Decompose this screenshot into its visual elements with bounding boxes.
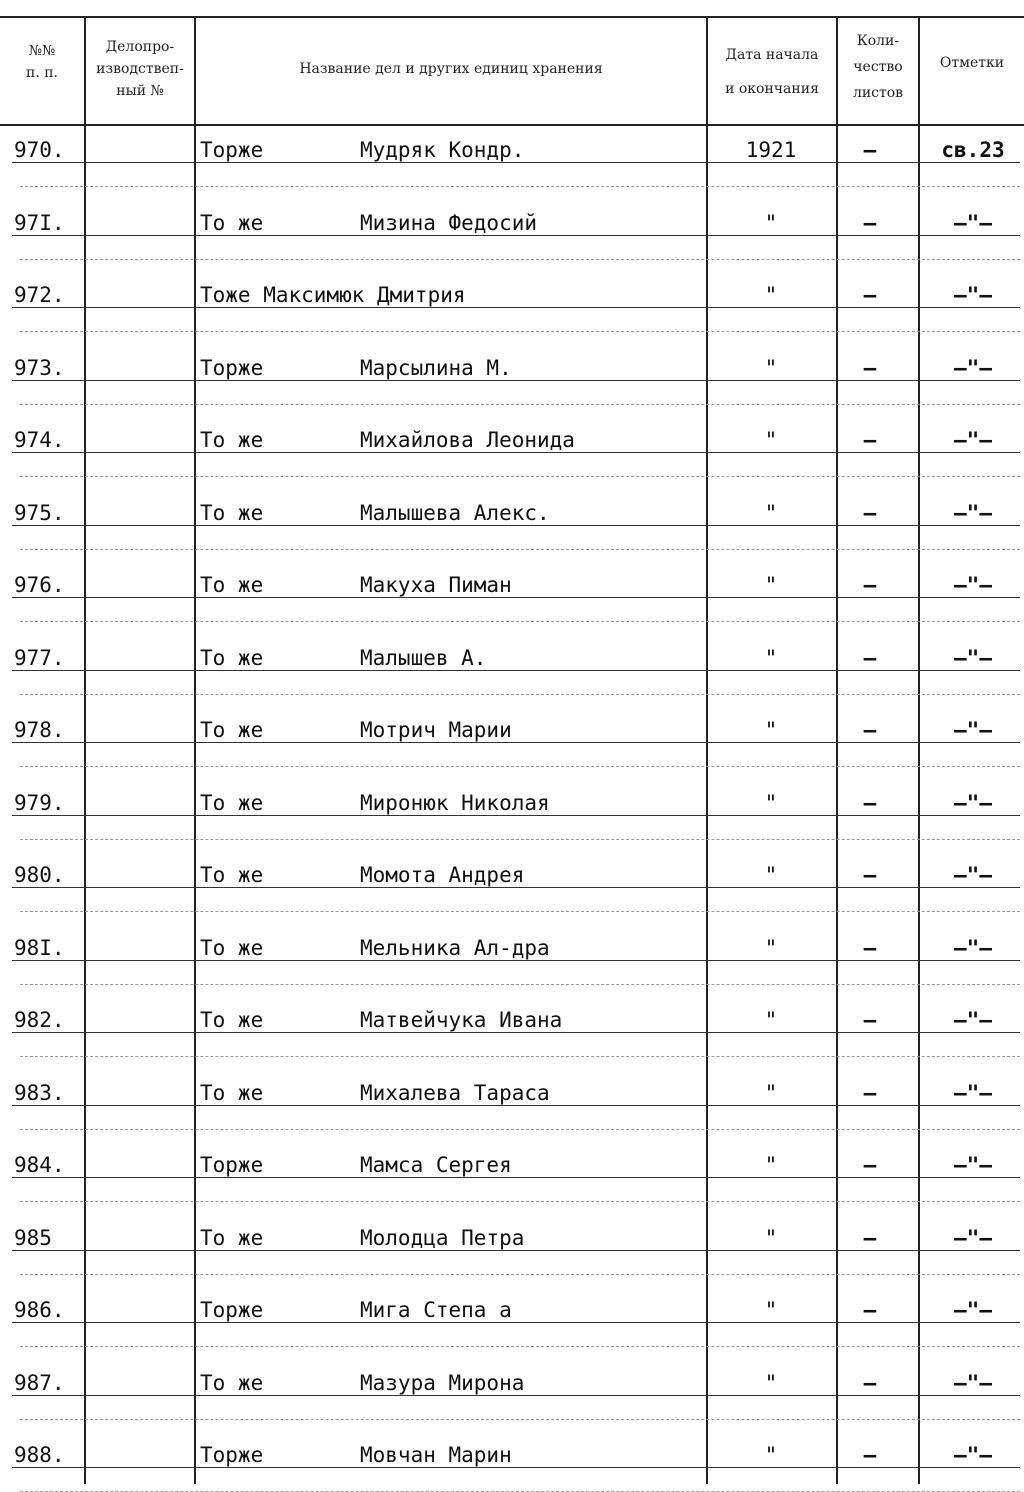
row-date: " [764, 356, 778, 380]
row-prefix: То же [200, 501, 264, 525]
row-date: " [764, 646, 778, 670]
row-underline [12, 597, 1020, 598]
row-number: 98I. [14, 936, 65, 960]
row-date: " [764, 1153, 778, 1177]
row-note: –"– [954, 1008, 992, 1032]
row-number: 977. [14, 646, 65, 670]
row-count: – [863, 936, 877, 960]
row-number: 983. [14, 1081, 65, 1105]
row-name: Мельника Ал-дра [360, 936, 550, 960]
row-count: – [863, 573, 877, 597]
row-note: –"– [954, 573, 992, 597]
row-separator [20, 259, 1020, 260]
row-date: " [764, 1008, 778, 1032]
row-note: –"– [954, 1298, 992, 1322]
row-number: 985 [14, 1226, 52, 1250]
row-prefix: Торже [200, 356, 264, 380]
row-underline [12, 1395, 1020, 1396]
row-date: " [764, 936, 778, 960]
row-name: Мотрич Марии [360, 718, 512, 742]
row-date: " [764, 501, 778, 525]
row-note: –"– [954, 1226, 992, 1250]
row-separator [20, 476, 1020, 477]
row-note: –"– [954, 791, 992, 815]
row-separator [20, 911, 1020, 912]
row-date: " [764, 718, 778, 742]
row-note: –"– [954, 428, 992, 452]
row-prefix: То же [200, 863, 264, 887]
row-number: 974. [14, 428, 65, 452]
row-underline [12, 307, 1020, 308]
row-separator [20, 331, 1020, 332]
row-underline [12, 1467, 1020, 1468]
row-note: –"– [954, 1081, 992, 1105]
row-underline [12, 1322, 1020, 1323]
row-separator [20, 186, 1020, 187]
row-note: –"– [954, 356, 992, 380]
row-underline [12, 525, 1020, 526]
row-name: Мазура Мирона [360, 1371, 525, 1395]
row-note: –"– [954, 283, 992, 307]
header-title: Название дел и других единиц хранения [299, 61, 603, 77]
row-date: " [764, 428, 778, 452]
row-note: –"– [954, 718, 992, 742]
row-prefix: То же [200, 1008, 264, 1032]
row-prefix: Торже [200, 1298, 264, 1322]
column-divider [706, 18, 708, 1484]
row-separator [20, 1201, 1020, 1202]
row-separator [20, 404, 1020, 405]
header-bottom-border [0, 124, 1024, 126]
column-divider [84, 18, 86, 1484]
row-count: – [863, 356, 877, 380]
column-divider [918, 18, 920, 1484]
row-name: Молодца Петра [360, 1226, 525, 1250]
row-count: – [863, 1008, 877, 1032]
row-number: 986. [14, 1298, 65, 1322]
row-separator [20, 766, 1020, 767]
row-prefix: Торже [200, 1443, 264, 1467]
row-number: 975. [14, 501, 65, 525]
row-name: Матвейчука Ивана [360, 1008, 563, 1032]
row-separator [20, 839, 1020, 840]
row-underline [12, 887, 1020, 888]
row-underline [12, 670, 1020, 671]
row-name: Михайлова Леонида [360, 428, 575, 452]
row-count: – [863, 718, 877, 742]
row-underline [12, 742, 1020, 743]
row-prefix: То же [200, 718, 264, 742]
row-note: –"– [954, 211, 992, 235]
row-count: – [863, 211, 877, 235]
row-number: 979. [14, 791, 65, 815]
row-prefix: То же [200, 791, 264, 815]
header-office-number: Делопро- изводствеп- ный № [96, 39, 184, 99]
row-count: – [863, 283, 877, 307]
row-date: " [764, 573, 778, 597]
row-count: – [863, 1298, 877, 1322]
row-name: Малышев А. [360, 646, 487, 670]
row-underline [12, 960, 1020, 961]
row-number: 973. [14, 356, 65, 380]
row-number: 980. [14, 863, 65, 887]
row-prefix: То же [200, 211, 264, 235]
row-count: – [863, 646, 877, 670]
row-note: –"– [954, 863, 992, 887]
row-date: " [764, 791, 778, 815]
row-name: Мудряк Кондр. [360, 138, 525, 162]
row-name: Мизина Федосий [360, 211, 538, 235]
row-date: " [764, 1371, 778, 1395]
row-separator [20, 621, 1020, 622]
header-sheet-count: Коли- чество листов [852, 33, 904, 101]
row-name: Михалева Тараса [360, 1081, 550, 1105]
row-name: Мамса Сергея [360, 1153, 512, 1177]
row-date: " [764, 1298, 778, 1322]
row-separator [20, 1419, 1020, 1420]
row-count: – [863, 428, 877, 452]
row-note: –"– [954, 936, 992, 960]
header-notes: Отметки [939, 55, 1005, 71]
row-separator [20, 1129, 1020, 1130]
row-underline [12, 162, 1020, 163]
row-prefix: То же [200, 646, 264, 670]
column-divider [836, 18, 838, 1484]
row-underline [12, 815, 1020, 816]
row-prefix: Торже [200, 138, 264, 162]
row-underline [12, 1105, 1020, 1106]
table-top-border [0, 16, 1024, 18]
row-date: " [764, 211, 778, 235]
row-separator [20, 549, 1020, 550]
row-prefix: То же [200, 1371, 264, 1395]
row-separator [20, 1346, 1020, 1347]
row-underline [12, 1032, 1020, 1033]
header-number: №№ п. п. [25, 43, 58, 81]
row-name: Миронюк Николая [360, 791, 550, 815]
row-underline [12, 380, 1020, 381]
row-note: –"– [954, 1153, 992, 1177]
row-name: Марсылина М. [360, 356, 512, 380]
header-dates: Дата начала и окончания [725, 47, 819, 97]
row-number: 982. [14, 1008, 65, 1032]
row-number: 978. [14, 718, 65, 742]
row-count: – [863, 1226, 877, 1250]
row-name: Малышева Алекс. [360, 501, 550, 525]
row-note: св.23 [941, 138, 1005, 162]
row-note: –"– [954, 646, 992, 670]
row-count: – [863, 1153, 877, 1177]
row-count: – [863, 1081, 877, 1105]
row-number: 988. [14, 1443, 65, 1467]
row-name: Момота Андрея [360, 863, 525, 887]
row-note: –"– [954, 1371, 992, 1395]
row-separator [20, 694, 1020, 695]
column-divider [194, 18, 196, 1484]
row-count: – [863, 791, 877, 815]
row-separator [20, 984, 1020, 985]
row-date: " [764, 1081, 778, 1105]
row-underline [12, 235, 1020, 236]
row-count: – [863, 863, 877, 887]
row-count: – [863, 138, 877, 162]
row-prefix: То же [200, 936, 264, 960]
row-number: 97I. [14, 211, 65, 235]
row-separator [20, 1274, 1020, 1275]
row-prefix: Тоже Максимюк Дмитрия [200, 283, 466, 307]
row-date: 1921 [745, 138, 797, 162]
row-prefix: То же [200, 1226, 264, 1250]
row-number: 972. [14, 283, 65, 307]
row-prefix: То же [200, 573, 264, 597]
row-prefix: То же [200, 428, 264, 452]
row-name: Мига Степа а [360, 1298, 512, 1322]
row-name: Макуха Пиман [360, 573, 512, 597]
row-date: " [764, 863, 778, 887]
row-separator [20, 1056, 1020, 1057]
row-number: 970. [14, 138, 65, 162]
row-note: –"– [954, 501, 992, 525]
row-number: 987. [14, 1371, 65, 1395]
row-name: Мовчан Марин [360, 1443, 512, 1467]
row-number: 984. [14, 1153, 65, 1177]
row-date: " [764, 1226, 778, 1250]
row-count: – [863, 1443, 877, 1467]
row-number: 976. [14, 573, 65, 597]
row-date: " [764, 283, 778, 307]
row-count: – [863, 1371, 877, 1395]
row-underline [12, 452, 1020, 453]
row-underline [12, 1177, 1020, 1178]
row-count: – [863, 501, 877, 525]
row-prefix: То же [200, 1081, 264, 1105]
row-note: –"– [954, 1443, 992, 1467]
row-underline [12, 1250, 1020, 1251]
row-prefix: Торже [200, 1153, 264, 1177]
row-date: " [764, 1443, 778, 1467]
